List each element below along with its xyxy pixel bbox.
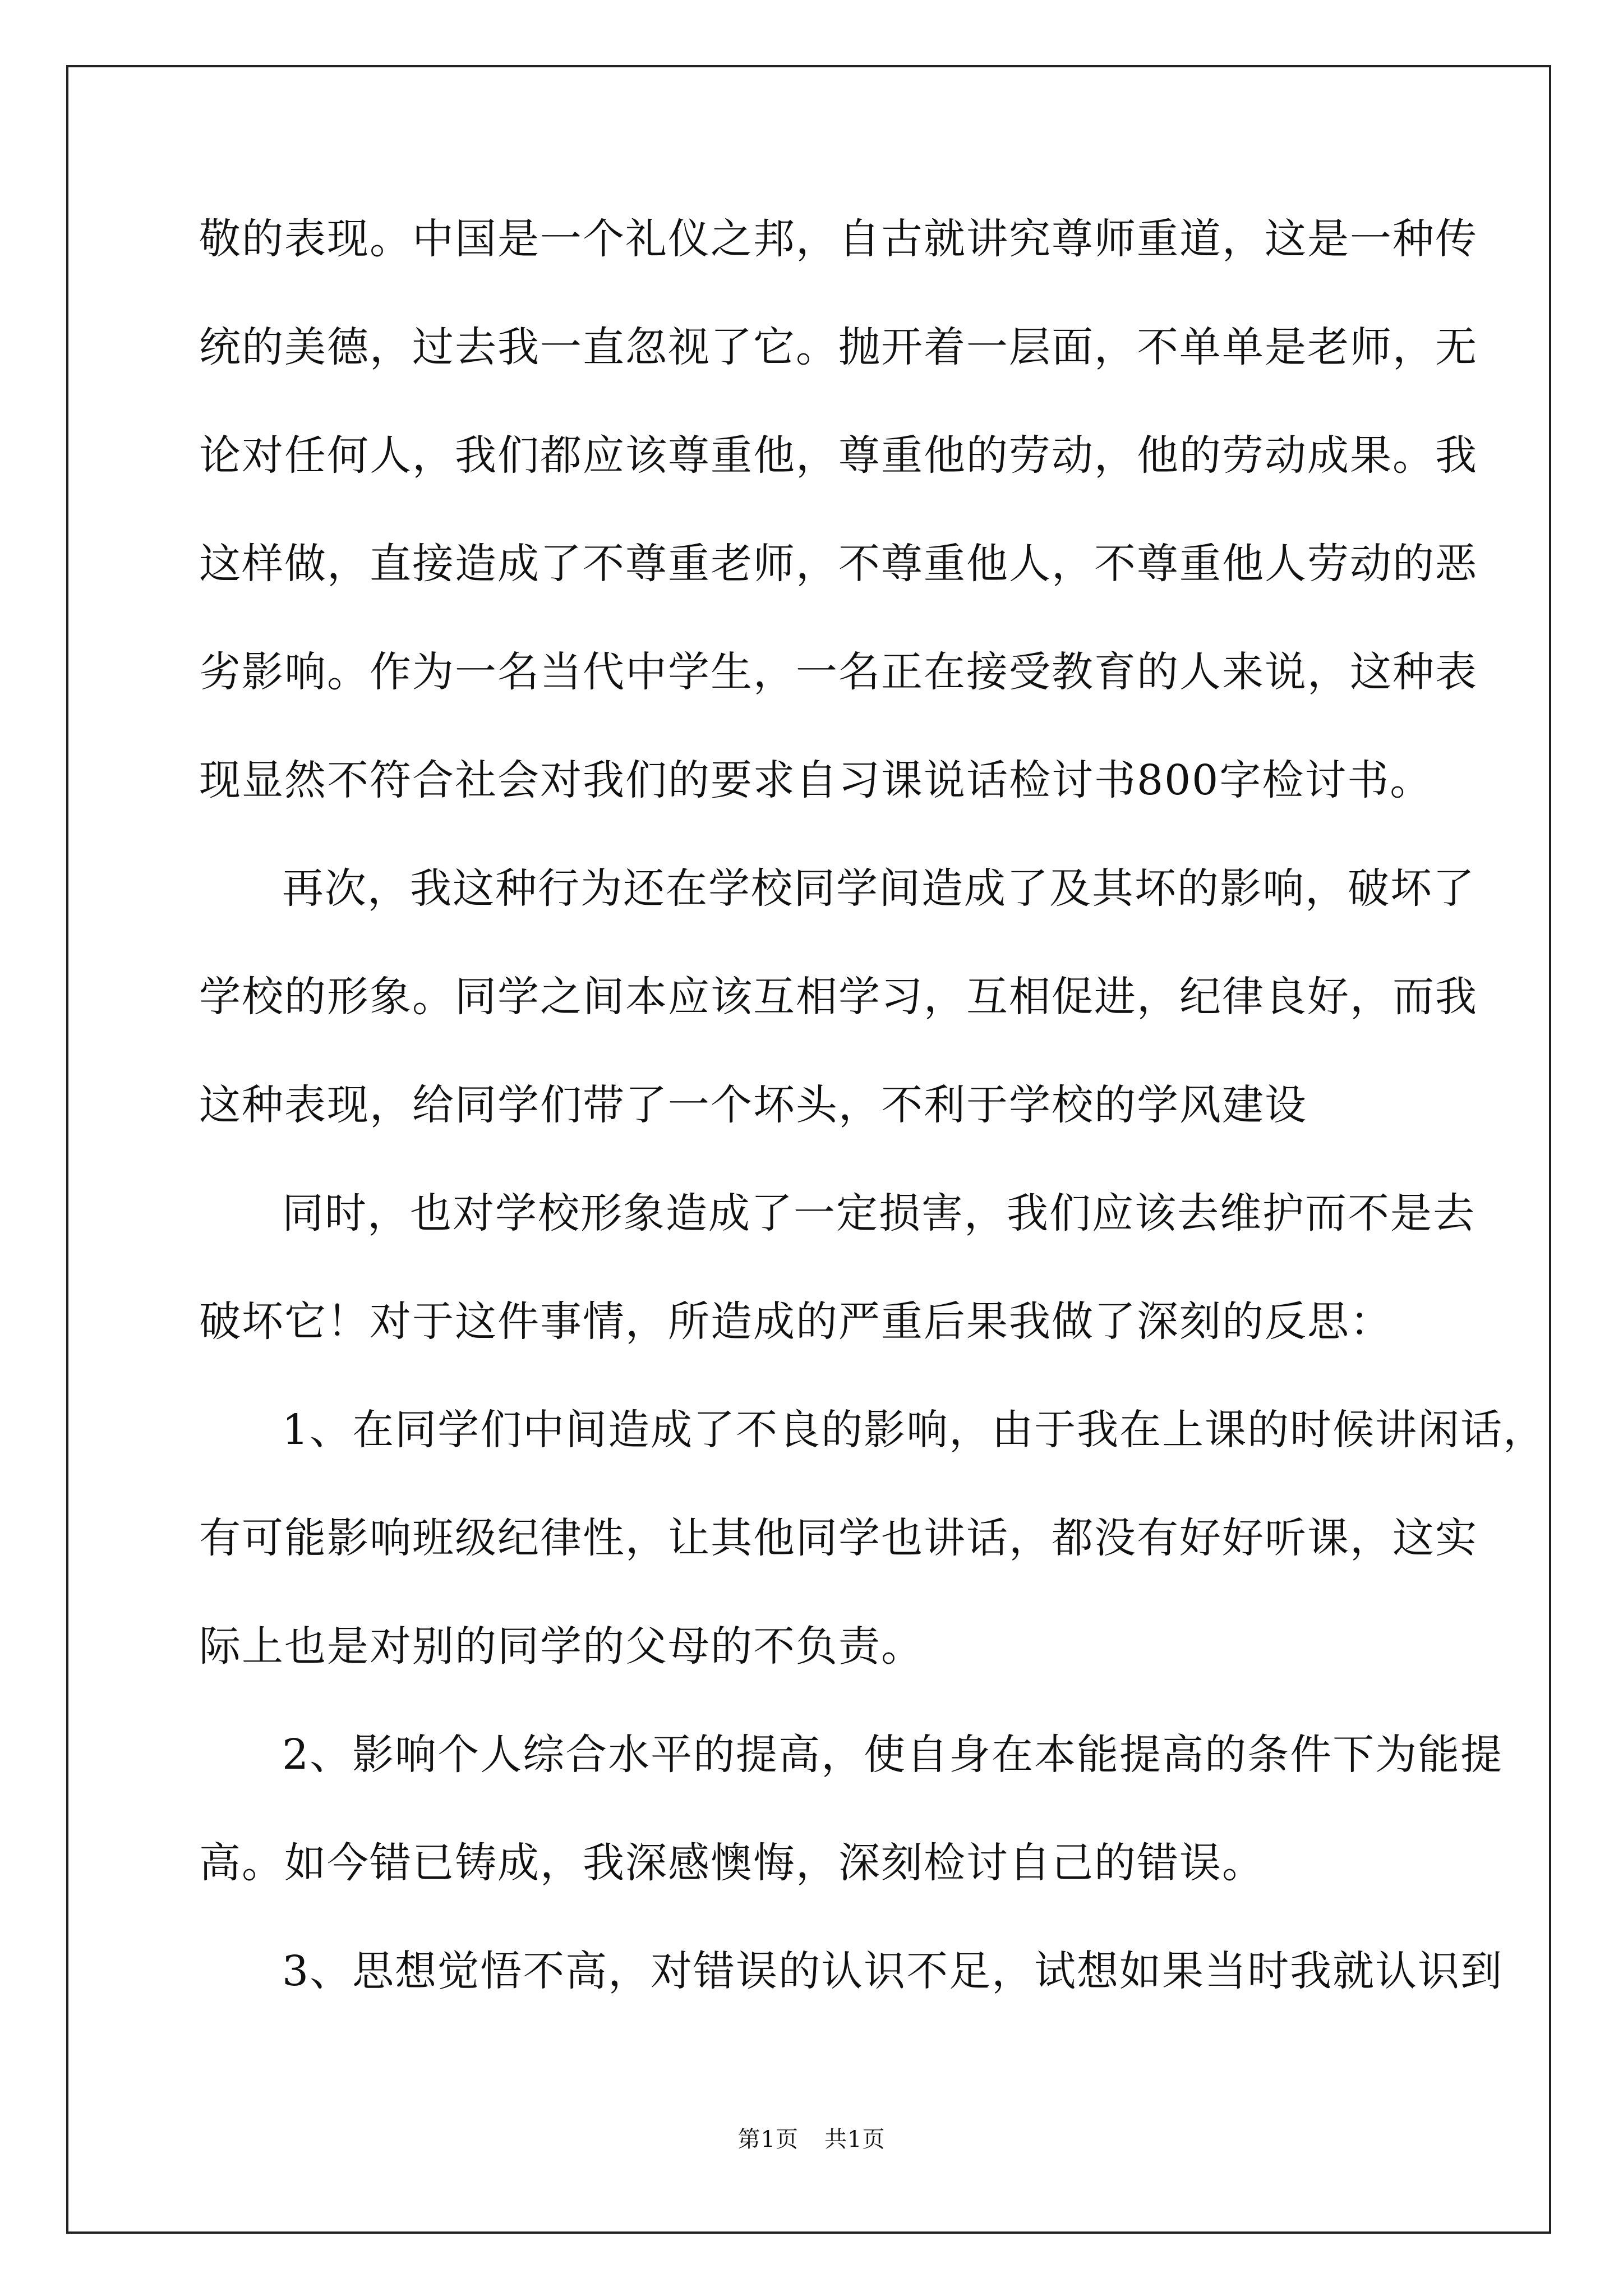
- text-line: 现显然不符合社会对我们的要求自习课说话检讨书800字检讨书。: [199, 756, 1433, 804]
- text-line: 统的美德，过去我一直忽视了它。抛开着一层面，不单单是老师，无: [199, 323, 1478, 371]
- text-line: 学校的形象。同学之间本应该互相学习，互相促进，纪律良好，而我: [199, 973, 1478, 1021]
- list-item-2-line: 2、影响个人综合水平的提高，使自身在本能提高的条件下为能提: [282, 1731, 1504, 1779]
- document-body: [199, 185, 1546, 2026]
- page-footer: [0, 2122, 1623, 2154]
- text-line: 这样做，直接造成了不尊重老师，不尊重他人，不尊重他人劳动的恶: [199, 540, 1478, 588]
- text-line: 敬的表现。中国是一个礼仪之邦，自古就讲究尊师重道，这是一种传: [199, 215, 1478, 263]
- text-line: 这种表现，给同学们带了一个坏头，不利于学校的学风建设: [199, 1081, 1307, 1129]
- text-line: 劣影响。作为一名当代中学生，一名正在接受教育的人来说，这种表: [199, 648, 1478, 696]
- paragraph-start-line: 再次，我这种行为还在学校同学间造成了及其坏的影响，破坏了: [282, 864, 1476, 913]
- paragraph-start-line: 同时，也对学校形象造成了一定损害，我们应该去维护而不是去: [282, 1189, 1476, 1237]
- text-line: 破坏它！对于这件事情，所造成的严重后果我做了深刻的反思：: [199, 1297, 1393, 1346]
- list-item-1-line: 1、在同学们中间造成了不良的影响，由于我在上课的时候讲闲话，: [282, 1406, 1546, 1454]
- list-item-3-line: 3、思想觉悟不高，对错误的认识不足，试想如果当时我就认识到: [282, 1947, 1504, 1995]
- text-line: 高。如今错已铸成，我深感懊悔，深刻检讨自己的错误。: [199, 1839, 1265, 1887]
- text-line: 有可能影响班级纪律性，让其他同学也讲话，都没有好好听课，这实: [199, 1514, 1478, 1562]
- text-line: 论对任何人，我们都应该尊重他，尊重他的劳动，他的劳动成果。我: [199, 431, 1478, 480]
- total-pages: 共1页: [824, 2127, 886, 2152]
- page-number: 第1页: [737, 2127, 799, 2152]
- text-line: 际上也是对别的同学的父母的不负责。: [199, 1622, 924, 1671]
